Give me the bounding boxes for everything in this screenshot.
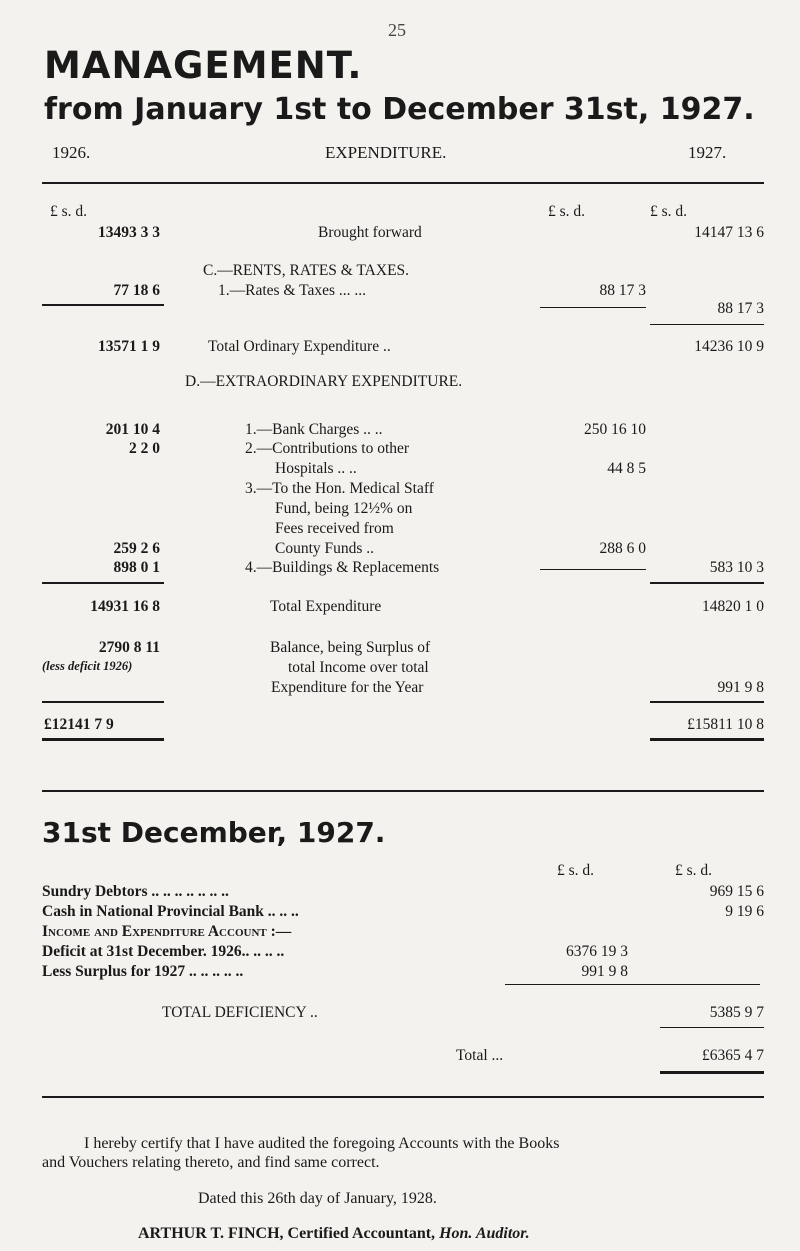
medical-label-3: Fees received from: [275, 520, 394, 537]
hospitals-label-2: Hospitals .. ..: [275, 460, 357, 477]
rule-grand-right-bottom: [650, 738, 764, 741]
brought-forward-1926: 13493 3 3: [98, 224, 160, 241]
balance-1927: 991 9 8: [717, 679, 764, 696]
balance-label-3: Expenditure for the Year: [271, 679, 424, 696]
rule-total-double: [660, 1071, 764, 1074]
cash-label: Cash in National Provincial Bank .. .. ..: [42, 903, 299, 920]
rule-total-right: [650, 582, 764, 584]
total-label-bs: Total ...: [456, 1047, 504, 1064]
balance-label-1: Balance, being Surplus of: [270, 639, 431, 656]
section-d-heading: D.—EXTRAORDINARY EXPENDITURE.: [185, 373, 463, 390]
bank-label: 1.—Bank Charges .. ..: [245, 421, 383, 438]
signature-line: [138, 1225, 530, 1243]
rule-total-left: [42, 582, 164, 584]
auditor-role: Hon. Auditor.: [439, 1225, 530, 1242]
ordinary-1926: 13571 1 9: [98, 338, 160, 355]
year-right: 1927.: [688, 143, 727, 162]
medical-1926: 259 2 6: [113, 540, 160, 557]
sundry-debtors-value: 969 15 6: [709, 883, 764, 900]
total-value-bs: £6365 4 7: [702, 1047, 764, 1064]
balance-1926: 2790 8 11: [98, 639, 160, 656]
total-1926: 14931 16 8: [90, 598, 160, 615]
page-title: MANAGEMENT.: [44, 44, 363, 87]
medical-label-1: 3.—To the Hon. Medical Staff: [245, 480, 434, 497]
buildings-1926: 898 0 1: [113, 559, 160, 576]
ordinary-1927: 14236 10 9: [694, 338, 764, 355]
total-1927: 14820 1 0: [702, 598, 764, 615]
section-heading: EXPENDITURE.: [325, 143, 447, 162]
total-deficiency-label: TOTAL DEFICIENCY ..: [162, 1004, 318, 1021]
cash-value: 9 19 6: [725, 903, 764, 920]
medical-label-4: County Funds ..: [275, 540, 375, 557]
surplus-label: Less Surplus for 1927 .. .. .. .. ..: [42, 963, 244, 980]
rates-1927-right: 88 17 3: [717, 300, 764, 317]
section-c-heading: C.—RENTS, RATES & TAXES.: [203, 262, 410, 279]
grand-total-1927: £15811 10 8: [687, 716, 764, 733]
year-left: 1926.: [52, 143, 91, 162]
rates-1926: 77 18 6: [113, 282, 160, 299]
certification-line-1: I hereby certify that I have audited the foregoing Accounts with the Books: [84, 1135, 560, 1152]
rule-grand-left-bottom: [42, 738, 164, 741]
buildings-label: 4.—Buildings & Replacements: [245, 559, 440, 576]
page-number: 25: [388, 20, 406, 40]
rule-grand-right-top: [650, 701, 764, 703]
rule-rates-left: [42, 304, 164, 306]
bs-col-head-right: £ s. d.: [675, 862, 713, 879]
dated-line: Dated this 26th day of January, 1928.: [198, 1190, 437, 1207]
surplus-value: 991 9 8: [581, 963, 628, 980]
col-head-right: £ s. d.: [650, 203, 688, 220]
buildings-1927: 583 10 3: [709, 559, 764, 576]
col-head-mid: £ s. d.: [548, 203, 586, 220]
balance-1926-note: (less deficit 1926): [42, 659, 133, 673]
income-account-heading: Income and Expenditure Account :—: [42, 923, 292, 940]
sundry-debtors-label: Sundry Debtors .. .. .. .. .. .. ..: [42, 883, 229, 900]
deficit-label: Deficit at 31st December. 1926.. .. .. ..: [42, 943, 285, 960]
col-head-left: £ s. d.: [50, 203, 88, 220]
rates-1927-mid: 88 17 3: [599, 282, 646, 299]
rule-rates-right: [650, 324, 764, 325]
certification-line-2: and Vouchers relating thereto, and find same correct.: [42, 1154, 380, 1171]
rule-grand-left-top: [42, 701, 164, 703]
rule-total: [660, 1027, 764, 1028]
medical-1927: 288 6 0: [599, 540, 646, 557]
rates-label: 1.—Rates & Taxes ... ...: [218, 282, 367, 299]
bottom-rule: [42, 1096, 764, 1098]
balance-sheet-title: 31st December, 1927.: [42, 816, 386, 849]
bank-1926: 201 10 4: [105, 421, 160, 438]
total-deficiency-value: 5385 9 7: [709, 1004, 764, 1021]
page-subtitle: from January 1st to December 31st, 1927.: [44, 92, 755, 127]
bank-1927: 250 16 10: [584, 421, 646, 438]
grand-total-1926: £12141 7 9: [44, 716, 114, 733]
medical-label-2: Fund, being 12½% on: [275, 500, 413, 517]
balance-label-2: total Income over total: [288, 659, 429, 676]
header-rule: [42, 182, 764, 184]
ordinary-label: Total Ordinary Expenditure ..: [208, 338, 391, 355]
auditor-name: ARTHUR T. FINCH, Certified Accountant,: [138, 1225, 436, 1242]
brought-forward-label: Brought forward: [318, 224, 422, 241]
rule-deficiency: [505, 984, 760, 985]
brought-forward-1927: 14147 13 6: [694, 224, 764, 241]
deficit-value: 6376 19 3: [566, 943, 628, 960]
section-divider: [42, 790, 764, 792]
hospitals-1927: 44 8 5: [607, 460, 646, 477]
bs-col-head-mid: £ s. d.: [557, 862, 595, 879]
total-label: Total Expenditure: [270, 598, 382, 615]
hospitals-label-1: 2.—Contributions to other: [245, 440, 410, 457]
hospitals-1926: 2 2 0: [129, 440, 160, 457]
